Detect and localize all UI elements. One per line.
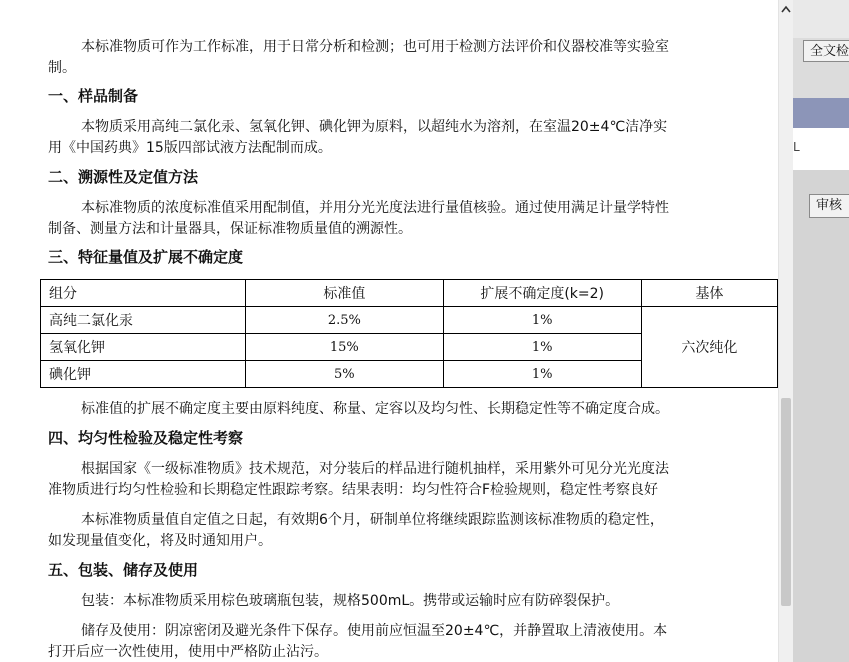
sec4-line-4: 如发现量值变化，将及时通知用户。 bbox=[48, 533, 272, 549]
cell-uncertainty: 1% bbox=[443, 307, 641, 334]
background-area bbox=[793, 170, 849, 662]
sec5-line-2: 储存及使用：阴凉密闭及避光条件下保存。使用前应恒温至20±4℃，并静置取上清液使用。本 bbox=[81, 623, 668, 639]
sec2-line-2: 制备、测量方法和计量器具，保证标准物质量值的溯源性。 bbox=[48, 221, 412, 237]
table-header-row bbox=[41, 280, 778, 307]
cell-component: 氢氧化钾 bbox=[41, 334, 246, 361]
sec5-line-3: 打开后应一次性使用，使用中严格防止沾污。 bbox=[48, 644, 328, 660]
sec1-line-2: 用《中国药典》15版四部试液方法配制而成。 bbox=[48, 140, 332, 156]
cell-uncertainty: 1% bbox=[443, 361, 641, 388]
section-heading-4: 四、均匀性检验及稳定性考察 bbox=[48, 429, 244, 447]
cell-component: 碘化钾 bbox=[41, 361, 246, 388]
background-cell-text: L bbox=[793, 140, 800, 154]
background-window bbox=[793, 0, 849, 662]
cell-standard-value: 2.5% bbox=[246, 307, 444, 334]
intro-line-2: 制。 bbox=[48, 60, 76, 76]
sec2-line-1: 本标准物质的浓度标准值采用配制值，并用分光光度法进行量值核验。通过使用满足计量学特性 bbox=[81, 200, 669, 216]
cell-matrix: 六次纯化 bbox=[641, 307, 777, 388]
sec5-line-1: 包装：本标准物质采用棕色玻璃瓶包装，规格500mL。携带或运输时应有防碎裂保护。 bbox=[81, 593, 620, 609]
section-heading-1: 一、样品制备 bbox=[48, 87, 139, 105]
section-heading-5: 五、包装、储存及使用 bbox=[48, 561, 199, 579]
characteristic-values-table bbox=[40, 279, 778, 388]
scrollbar-thumb[interactable] bbox=[781, 398, 791, 606]
review-button[interactable]: 审核 bbox=[809, 194, 849, 218]
cell-uncertainty: 1% bbox=[443, 334, 641, 361]
scroll-down-area[interactable] bbox=[779, 644, 793, 662]
header-uncertainty: 扩展不确定度(k=2) bbox=[443, 280, 641, 307]
sec3-note: 标准值的扩展不确定度主要由原料纯度、称量、定容以及均匀性、长期稳定性等不确定度合成。 bbox=[81, 401, 669, 417]
sec1-line-1: 本物质采用高纯二氯化汞、氢氧化钾、碘化钾为原料，以超纯水为溶剂，在室温20±4℃洁净实 bbox=[81, 119, 668, 135]
sec4-line-2: 准物质进行均匀性检验和长期稳定性跟踪考察。结果表明：均匀性符合F检验规则，稳定性考察良好 bbox=[48, 482, 659, 498]
sec4-line-3: 本标准物质量值自定值之日起，有效期6个月，研制单位将继续跟踪监测该标准物质的稳定性， bbox=[81, 512, 664, 528]
background-toolbar bbox=[793, 0, 849, 38]
sec4-line-1: 根据国家《一级标准物质》技术规范，对分装后的样品进行随机抽样，采用紫外可见分光光度法 bbox=[81, 461, 669, 477]
table-row bbox=[41, 307, 778, 334]
fulltext-search-button[interactable]: 全文检 bbox=[803, 40, 849, 62]
cell-standard-value: 5% bbox=[246, 361, 444, 388]
vertical-scrollbar[interactable] bbox=[778, 0, 793, 662]
scroll-up-arrow-icon[interactable] bbox=[779, 0, 793, 18]
header-matrix: 基体 bbox=[641, 280, 777, 307]
cell-component: 高纯二氯化汞 bbox=[41, 307, 246, 334]
header-standard-value: 标准值 bbox=[246, 280, 444, 307]
section-heading-3: 三、特征量值及扩展不确定度 bbox=[48, 248, 244, 266]
cell-standard-value: 15% bbox=[246, 334, 444, 361]
header-component: 组分 bbox=[41, 280, 246, 307]
background-table-header bbox=[793, 98, 849, 128]
section-heading-2: 二、溯源性及定值方法 bbox=[48, 168, 199, 186]
intro-line-1: 本标准物质可作为工作标准，用于日常分析和检测；也可用于检测方法评价和仪器校准等实验室 bbox=[81, 39, 669, 55]
